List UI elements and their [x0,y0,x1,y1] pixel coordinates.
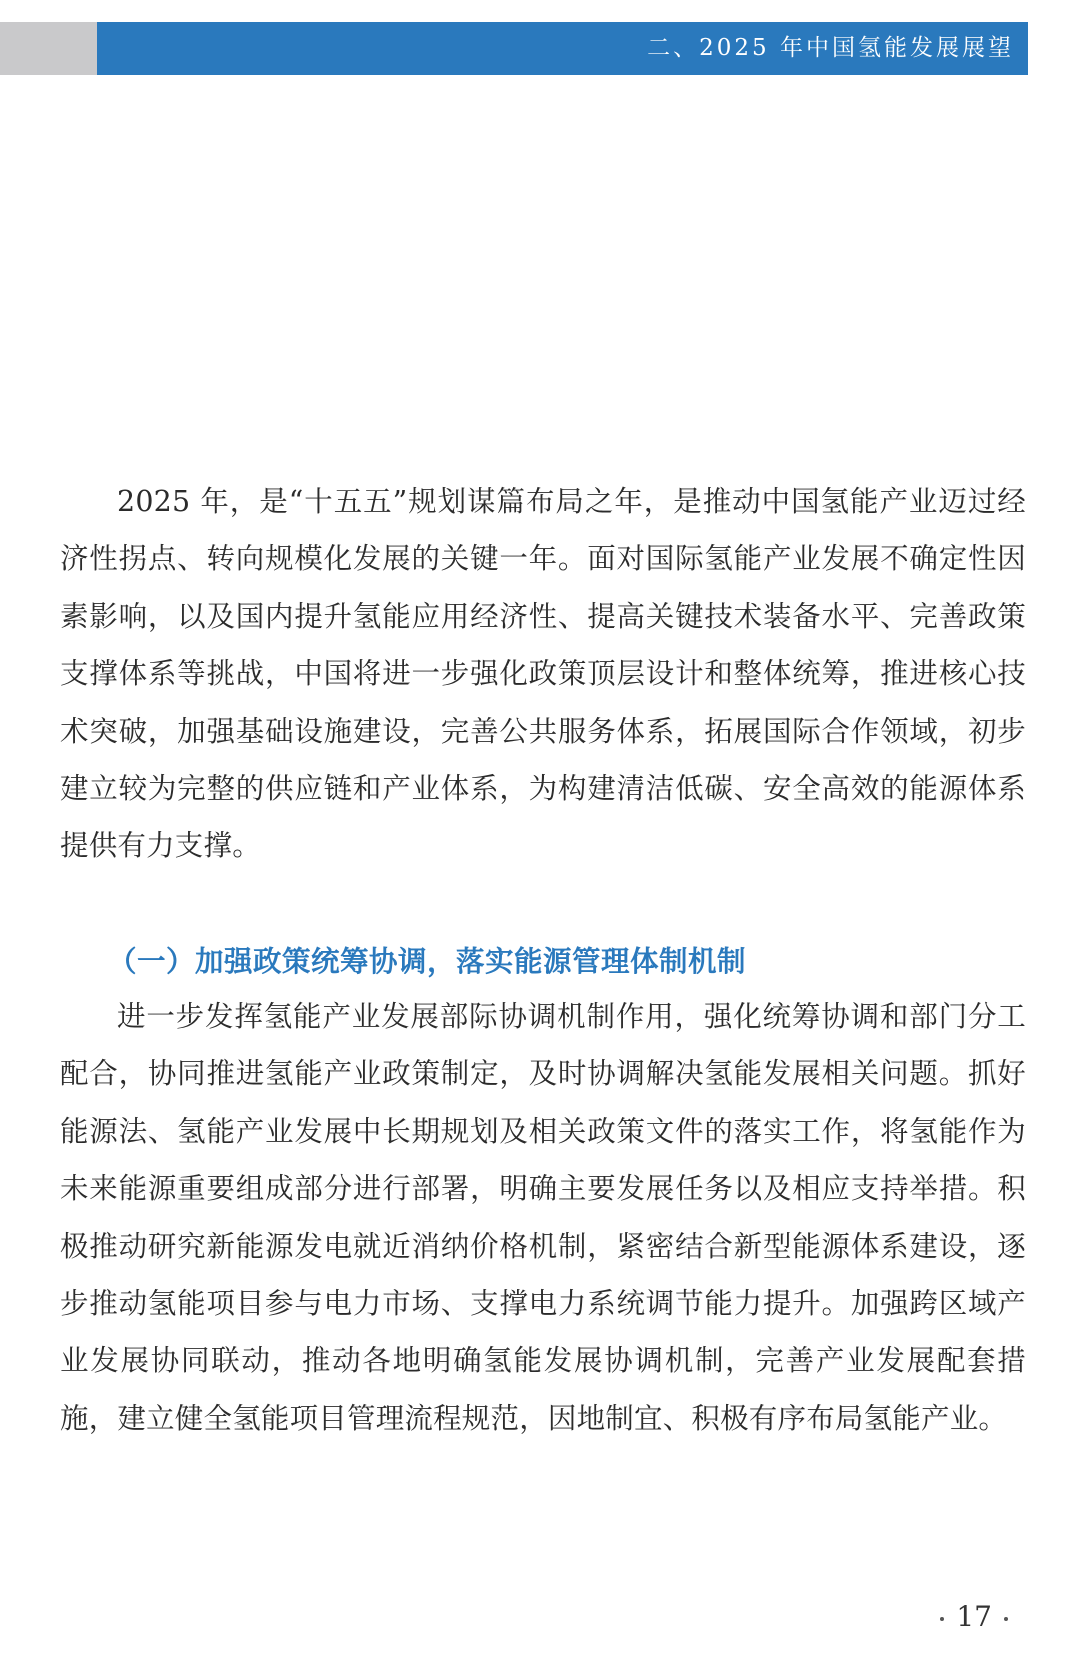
section-body [60,988,1026,1447]
dot-right-icon [1004,1617,1008,1621]
header-bar [97,22,1028,75]
section-paragraph: 进一步发挥氢能产业发展部际协调机制作用，强化统筹协调和部门分工配合，协同推进氢能产业政策制定，及时协调解决氢能发展相关问题。抓好能源法、氢能产业发展中长期规划及相关政策文件的落实工作，将氢能作为未来能源重要组成部分进行部署，明确主要发展任务以及相应支持举措。积极推动研究新能源发电就近消纳价格机制，紧密结合新型能源体系建设，逐步推动氢能项目参与电力市场、支撑电力系统调节能力提升。加强跨区域产业发展协同联动，推动各地明确氢能发展协调机制，完善产业发展配套措施，建立健全氢能项目管理流程规范，因地制宜、积极有序布局氢能产业。 [60,1000,1026,1435]
intro-paragraph: 2025 年，是“十五五”规划谋篇布局之年，是推动中国氢能产业迈过经济性拐点、转向规模化发展的关键一年。面对国际氢能产业发展不确定性因素影响，以及国内提升氢能应用经济性、提高关键技术装备水平、完善政策支撑体系等挑战，中国将进一步强化政策顶层设计和整体统筹，推进核心技术突破，加强基础设施建设，完善公共服务体系，拓展国际合作领域，初步建立较为完整的供应链和产业体系，为构建清洁低碳、安全高效的能源体系提供有力支撑。 [60,485,1026,863]
chapter-title: 二、2025 年中国氢能发展展望 [647,35,1014,61]
page-number-text: 17 [956,1600,992,1633]
header-gray-block [0,22,97,75]
intro-section [60,473,1026,875]
section-heading: （一）加强政策统筹协调，落实能源管理体制机制 [108,945,747,978]
page-number [928,1600,1020,1633]
dot-left-icon [940,1617,944,1621]
